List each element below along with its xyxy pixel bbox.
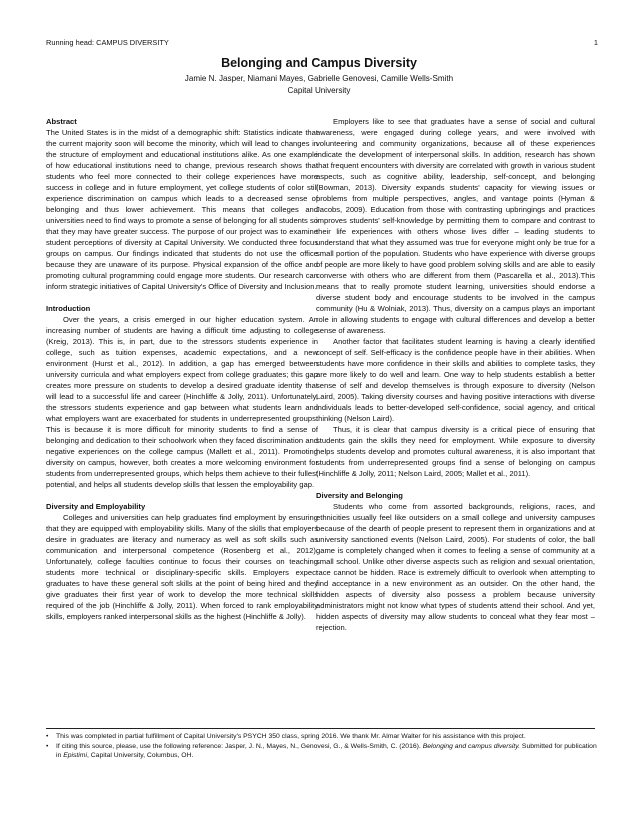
abstract-heading: Abstract bbox=[46, 117, 77, 126]
right-column bbox=[316, 116, 595, 633]
diversity-employability-paragraph: Thus, it is clear that campus diversity is a critical piece of ensuring that students gain the skills they need for employment. While exposure to diversity helps students develop and promotes cultural awareness, it is also important that students from underrepresented groups find a sense of belonging on campus (Hinchliffe & Jolly, 2011; Nelson Laird, 2005; Mallet et al., 2011). bbox=[316, 425, 595, 478]
author-list: Jamie N. Jasper, Niamani Mayes, Gabrielle Genovesi, Camille Wells-Smith bbox=[184, 74, 454, 83]
left-column bbox=[46, 116, 318, 622]
page-number: 1 bbox=[593, 38, 598, 47]
footnote-item bbox=[46, 732, 601, 742]
paper-title: Belonging and Campus Diversity bbox=[221, 56, 417, 70]
diversity-belonging-heading: Diversity and Belonging bbox=[316, 491, 403, 500]
footnote-item bbox=[46, 742, 601, 761]
bullet-icon: • bbox=[46, 733, 49, 740]
running-head-text: Running head: CAMPUS DIVERSITY bbox=[46, 38, 169, 47]
diversity-employability-paragraph: Colleges and universities can help graduates find employment by ensuring that they are equipped with employability skills. Many of the skills that employers desire in graduates are literacy and numeracy as well as soft skills such as communication and interpersonal competence (Rosenberg et al., 2012). Unfortunately, college faculties continue to focus their courses on teaching students more technical or disciplinary-specific skills. Employers expect graduates to have these general soft skills at the point of being hired and they give graduates their first year of work to develop the more technical skills required of the job (Hinchliffe & Jolly, 2011). When forced to rank employability skills, employers ranked interpersonal skills as the highest (Hinchliffe & Jolly). bbox=[46, 513, 318, 621]
footnote-text: , Capital University, Columbus, OH. bbox=[86, 752, 194, 760]
diversity-employability-heading: Diversity and Employability bbox=[46, 502, 146, 511]
footnote-text: This was completed in partial fulfillment of Capital University's PSYCH 350 class, spring 2016. We thank Mr. Almar Walter for his assistance with this project. bbox=[56, 733, 526, 740]
footnote-text: If citing this source, please, use the following reference: Jasper, J. N., Mayes, N., Genovesi, G., & Wells-Smith, C. (2016). bbox=[56, 742, 423, 750]
running-head bbox=[46, 38, 598, 47]
footnote-divider bbox=[46, 728, 595, 729]
diversity-employability-paragraph: Employers like to see that graduates have a sense of social and cultural awareness, were engaged during college years, and were involved with volunteering and community organizations, because all of these experiences indicate the development of interpersonal skills. In addition, research has shown that frequent encounters with diversity are correlated with growth in various student aspects, such as cognitive ability, leadership, self-concept, and belonging (Bowman, 2013). Diversity expands students' capacity for viewing issues or problems from multiple perspectives, angles, and vantage points (Hyman & Jacobs, 2009). Education from those with contrasting upbringings and practices improves students' self-knowledge by permitting them to compare and contrast to their life experiences with others whose lives differ – leading students to understand that what they assumed was true for everyone might only be true for a small portion of the population. Students who have experience with diverse groups of people are more likely to have good problem solving skills and are able to easily converse with others who are different from them (Pascarella et al., 2013).This means that to really promote student learning, universities should endorse a diverse student body and encourage students to be involved in the campus community (Hu & Wolniak, 2013). Thus, diversity on a campus plays an important role in allowing students to engage with cultural differences and develop a better sense of awareness. bbox=[316, 117, 596, 335]
footnote-journal-name: Epistimi bbox=[63, 752, 87, 760]
bullet-icon: • bbox=[46, 742, 49, 750]
introduction-heading: Introduction bbox=[46, 304, 91, 313]
footnotes bbox=[46, 732, 601, 761]
affiliation: Capital University bbox=[287, 86, 351, 95]
introduction-text: Over the years, a crisis emerged in our higher education system. An increasing number of students are having a difficult time adjusting to college (Kreig, 2013). This is, in part, due to the stressors students experience in college, such as tuition expenses, academic expectations, and a new environment (Hurst et al., 2012). In addition, a gap has emerged between university curricula and what employers expect from college graduates; this gap creates more pressure on students to develop a desired graduate identity that will lead to a successful life and career (Hinchliffe & Jolly, 2011). Unfortunately, the stressors students experience and gap between what students learn and what employers want are exacerbated for students in underrepresented groups. This is because it is more difficult for minority students to find a sense of belonging and dedication to their schoolwork when they faced discrimination and negative experiences on the college campus (Mallett et al., 2011). Promoting diversity on campus, however, both creates a more welcoming environment for students from underrepresented groups, which helps them achieve to their fullest potential, and helps all students develop skills that lessen the employability gap. bbox=[46, 315, 318, 489]
footnote-reference-title: Belonging and campus diversity. bbox=[422, 742, 521, 750]
diversity-employability-paragraph: Another factor that facilitates student learning is having a clearly identified concept of self. Self-efficacy is the confidence people have in their abilities. When students have more confidence in their skills and abilities to complete tasks, they are more likely to do well and learn. One way to help students establish a better sense of self and develop themselves is through exposure to diversity (Nelson Laird, 2005). Taking diversity courses and having positive interactions with diverse individuals leads to better-developed self-confidence, social agency, and critical thinking (Nelson Laird). bbox=[316, 337, 595, 423]
footnote-text: Submitted for publication in bbox=[56, 742, 597, 760]
diversity-belonging-text: Students who come from assorted backgrounds, religions, races, and ethnicities usually feel like outsiders on a small college and university campuses because of the dearth of people present to represent them in organizations and at university sanctioned events (Nelson Laird, 2005). For students of color, the ball game is completely changed when it comes to feeling a sense of community at a small school. Unlike other diverse aspects such as religion and sexual orientation, race cannot be hidden. Race is extremely difficult to overlook when attempting to find acceptance in a new environment as an outsider. On the other hand, the hidden aspects of diversity also possess a problem because university administrators might not know what types of students attend their school. And yet, hidden aspects of diversity may allow students to conceal what they fear most – rejection. bbox=[316, 502, 595, 632]
abstract-text: The United States is in the midst of a demographic shift: Statistics indicate that the current majority soon will become the minority, which will lead to changes in the structure of employment and educational institutions alike. As one example of how educational institutions need to change, previous research shows that students who feel more connected to their college experiences have more success in college and in future employment, yet college students of color still experience discrimination on campus which leads to a decreased sense of belonging and thus lower achievement. This means that colleges and universities need to find ways to promote a sense of belonging for all students so that they may have greater success. The purpose of our project was to examine student perceptions of diversity at Capital University. We conducted three focus groups on campus. Our findings indicated that students do not use the office because they are unaware of its purpose. Physical expansion of the office and promoting cultural programming could engage more students. Our research can inform strategic initiatives of Capital University's Office of Diversity and Inclusion. bbox=[46, 128, 318, 291]
